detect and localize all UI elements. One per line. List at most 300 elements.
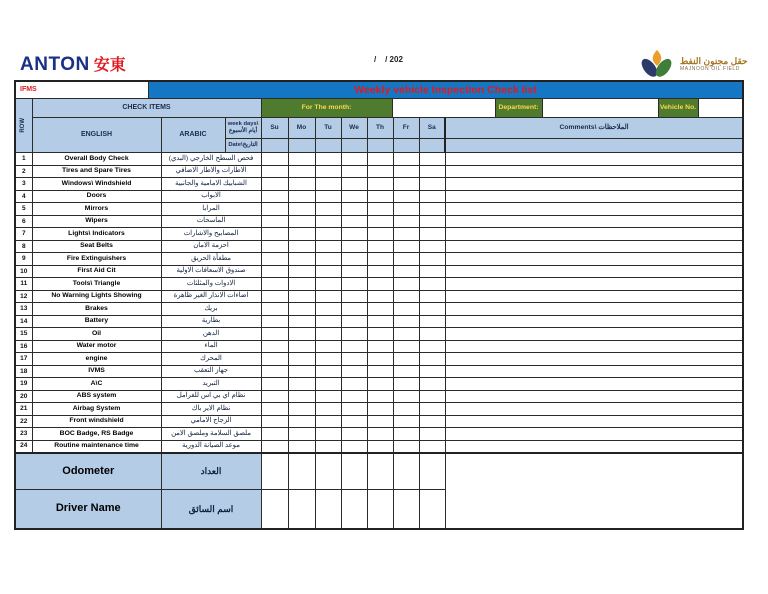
comment-cell xyxy=(445,190,743,203)
item-arabic: الادوات والمثلثات xyxy=(161,278,261,291)
day-check-cell xyxy=(288,178,315,191)
day-check-cell xyxy=(288,190,315,203)
comment-cell xyxy=(445,390,743,403)
day-check-cell xyxy=(341,178,367,191)
day-header-th: Th xyxy=(367,118,393,139)
day-check-cell xyxy=(393,253,419,266)
checklist-row xyxy=(15,403,743,416)
day-check-cell xyxy=(261,215,288,228)
day-header-sa: Sa xyxy=(419,118,445,139)
day-check-cell xyxy=(393,203,419,216)
majnoon-name-english: MAJNOON OIL FIELD xyxy=(680,66,741,73)
odometer-label-arabic: العداد xyxy=(161,453,261,490)
day-check-cell xyxy=(419,265,445,278)
day-check-cell xyxy=(393,340,419,353)
day-check-cell xyxy=(367,403,393,416)
day-check-cell xyxy=(315,190,341,203)
checklist-row xyxy=(15,340,743,353)
day-check-cell xyxy=(419,303,445,316)
day-check-cell xyxy=(341,215,367,228)
day-check-cell xyxy=(341,415,367,428)
row-number: 5 xyxy=(15,203,32,216)
item-english: First Aid Cit xyxy=(32,265,161,278)
checklist-row xyxy=(15,253,743,266)
day-check-cell xyxy=(367,178,393,191)
day-check-cell xyxy=(393,415,419,428)
day-check-cell xyxy=(341,365,367,378)
item-english: Battery xyxy=(32,315,161,328)
row-number: 24 xyxy=(15,440,32,453)
day-check-cell xyxy=(367,440,393,453)
day-check-cell xyxy=(315,278,341,291)
day-check-cell xyxy=(419,415,445,428)
comment-cell xyxy=(445,365,743,378)
day-check-cell xyxy=(419,390,445,403)
date-cell xyxy=(315,139,341,153)
checklist-row xyxy=(15,290,743,303)
date-cell xyxy=(393,139,419,153)
day-check-cell xyxy=(261,340,288,353)
item-english: Mirrors xyxy=(32,203,161,216)
day-check-cell xyxy=(419,353,445,366)
day-check-cell xyxy=(393,278,419,291)
day-check-cell xyxy=(367,415,393,428)
day-check-cell xyxy=(261,440,288,453)
day-check-cell xyxy=(261,353,288,366)
row-number: 16 xyxy=(15,340,32,353)
day-check-cell xyxy=(288,278,315,291)
day-check-cell xyxy=(367,228,393,241)
day-check-cell xyxy=(288,203,315,216)
comment-cell xyxy=(445,215,743,228)
day-check-cell xyxy=(393,303,419,316)
item-arabic: احزمة الامان xyxy=(161,240,261,253)
checklist-row xyxy=(15,365,743,378)
checklist-row xyxy=(15,240,743,253)
day-check-cell xyxy=(341,303,367,316)
item-arabic: بريك xyxy=(161,303,261,316)
day-check-cell xyxy=(419,278,445,291)
checklist-row xyxy=(15,190,743,203)
day-check-cell xyxy=(261,303,288,316)
item-arabic: الشبابيك الامامية والجانبية xyxy=(161,178,261,191)
item-arabic: الابواب xyxy=(161,190,261,203)
anton-logo xyxy=(20,52,126,76)
day-check-cell xyxy=(419,178,445,191)
checklist-row xyxy=(15,415,743,428)
ifms-label: IFMS xyxy=(16,82,149,98)
date-comments-cell xyxy=(445,139,743,153)
day-check-cell xyxy=(315,315,341,328)
day-check-cell xyxy=(341,278,367,291)
day-check-cell xyxy=(261,165,288,178)
item-arabic: بطارية xyxy=(161,315,261,328)
odometer-row xyxy=(15,453,743,490)
day-check-cell xyxy=(341,328,367,341)
majnoon-name-arabic: حقل مجنون النفط xyxy=(680,56,748,67)
date-header: Date\التاريخ xyxy=(225,139,261,153)
day-check-cell xyxy=(341,228,367,241)
day-check-cell xyxy=(393,190,419,203)
item-arabic: الماء xyxy=(161,340,261,353)
day-check-cell xyxy=(367,278,393,291)
row-number: 3 xyxy=(15,178,32,191)
header-row-columns xyxy=(15,118,743,139)
day-check-cell xyxy=(419,253,445,266)
day-check-cell xyxy=(419,190,445,203)
item-english: ABS system xyxy=(32,390,161,403)
checklist-row xyxy=(15,440,743,453)
comment-cell xyxy=(445,165,743,178)
item-arabic: التبريد xyxy=(161,378,261,391)
day-check-cell xyxy=(341,403,367,416)
day-check-cell xyxy=(419,365,445,378)
day-check-cell xyxy=(367,353,393,366)
day-check-cell xyxy=(288,353,315,366)
day-check-cell xyxy=(367,253,393,266)
day-check-cell xyxy=(261,265,288,278)
check-items-header: CHECK ITEMS xyxy=(32,99,261,118)
vehicle-no-label: Vehicle No. xyxy=(659,99,699,117)
item-english: A\C xyxy=(32,378,161,391)
day-check-cell xyxy=(341,340,367,353)
day-check-cell xyxy=(315,228,341,241)
day-check-cell xyxy=(341,153,367,166)
day-check-cell xyxy=(288,328,315,341)
day-header-we: We xyxy=(341,118,367,139)
day-check-cell xyxy=(393,228,419,241)
item-english: Routine maintenance time xyxy=(32,440,161,453)
row-number: 6 xyxy=(15,215,32,228)
checklist-row xyxy=(15,428,743,441)
item-english: BOC Badge, RS Badge xyxy=(32,428,161,441)
day-check-cell xyxy=(393,178,419,191)
row-number: 18 xyxy=(15,365,32,378)
day-check-cell xyxy=(261,228,288,241)
checklist-row xyxy=(15,178,743,191)
item-english: Wipers xyxy=(32,215,161,228)
comments-column-header: Comments\ الملاحظات xyxy=(445,118,743,139)
day-check-cell xyxy=(367,240,393,253)
item-english: Tools\ Triangle xyxy=(32,278,161,291)
day-check-cell xyxy=(261,178,288,191)
item-arabic: المحرك xyxy=(161,353,261,366)
day-check-cell xyxy=(419,328,445,341)
item-english: Tires and Spare Tires xyxy=(32,165,161,178)
item-arabic: اضاءات الانذار الغير ظاهرة xyxy=(161,290,261,303)
day-check-cell xyxy=(315,340,341,353)
department-input-field xyxy=(543,99,659,117)
day-check-cell xyxy=(419,228,445,241)
comment-cell xyxy=(445,203,743,216)
item-english: Water motor xyxy=(32,340,161,353)
day-check-cell xyxy=(315,328,341,341)
day-check-cell xyxy=(315,365,341,378)
row-number: 2 xyxy=(15,165,32,178)
driver-day-cell xyxy=(419,490,445,529)
odometer-day-cell xyxy=(393,453,419,490)
day-check-cell xyxy=(419,315,445,328)
date-cell xyxy=(261,139,288,153)
day-check-cell xyxy=(393,315,419,328)
day-check-cell xyxy=(341,165,367,178)
day-check-cell xyxy=(315,178,341,191)
day-check-cell xyxy=(367,190,393,203)
day-check-cell xyxy=(315,415,341,428)
row-number: 15 xyxy=(15,328,32,341)
day-check-cell xyxy=(288,303,315,316)
day-check-cell xyxy=(315,253,341,266)
item-arabic: مطفأة الحريق xyxy=(161,253,261,266)
row-number: 4 xyxy=(15,190,32,203)
day-check-cell xyxy=(393,353,419,366)
day-check-cell xyxy=(261,328,288,341)
day-check-cell xyxy=(367,203,393,216)
row-number: 20 xyxy=(15,390,32,403)
odometer-label: Odometer xyxy=(15,453,161,490)
day-check-cell xyxy=(419,378,445,391)
day-check-cell xyxy=(393,390,419,403)
day-check-cell xyxy=(261,403,288,416)
english-column-header: ENGLISH xyxy=(32,118,161,153)
day-check-cell xyxy=(419,340,445,353)
vehicle-no-input-field xyxy=(699,99,743,117)
row-number: 11 xyxy=(15,278,32,291)
item-arabic: الاطارات والاطار الاضافي xyxy=(161,165,261,178)
day-check-cell xyxy=(315,440,341,453)
day-check-cell xyxy=(367,303,393,316)
day-check-cell xyxy=(367,378,393,391)
item-english: Overall Body Check xyxy=(32,153,161,166)
sheet-title: Weekly vehicle Inspection Check list xyxy=(149,82,742,98)
day-check-cell xyxy=(341,190,367,203)
comment-cell xyxy=(445,265,743,278)
item-english: IVMS xyxy=(32,365,161,378)
day-check-cell xyxy=(315,165,341,178)
day-check-cell xyxy=(261,278,288,291)
for-the-month-label: For The month: xyxy=(262,99,393,117)
date-placeholder: / / 202 xyxy=(374,55,403,64)
comment-cell xyxy=(445,378,743,391)
day-check-cell xyxy=(288,415,315,428)
odometer-day-cell xyxy=(367,453,393,490)
day-check-cell xyxy=(341,240,367,253)
row-number: 12 xyxy=(15,290,32,303)
day-check-cell xyxy=(315,403,341,416)
day-check-cell xyxy=(341,353,367,366)
day-check-cell xyxy=(261,153,288,166)
day-check-cell xyxy=(288,440,315,453)
anton-logo-text: ANTON xyxy=(20,54,90,75)
day-check-cell xyxy=(261,290,288,303)
header-row-top xyxy=(15,99,743,118)
item-english: engine xyxy=(32,353,161,366)
comment-cell xyxy=(445,228,743,241)
driver-day-cell xyxy=(367,490,393,529)
day-check-cell xyxy=(261,240,288,253)
row-number: 1 xyxy=(15,153,32,166)
checklist-row xyxy=(15,390,743,403)
row-number: 13 xyxy=(15,303,32,316)
day-check-cell xyxy=(419,403,445,416)
day-check-cell xyxy=(315,378,341,391)
day-check-cell xyxy=(315,303,341,316)
comment-cell xyxy=(445,353,743,366)
day-check-cell xyxy=(288,153,315,166)
comment-cell xyxy=(445,440,743,453)
row-number: 10 xyxy=(15,265,32,278)
checklist-row xyxy=(15,215,743,228)
item-arabic: المرايا xyxy=(161,203,261,216)
day-check-cell xyxy=(367,328,393,341)
day-check-cell xyxy=(315,240,341,253)
anton-logo-chinese: 安東 xyxy=(93,57,126,74)
comment-cell xyxy=(445,328,743,341)
checklist-row xyxy=(15,353,743,366)
date-cell xyxy=(341,139,367,153)
day-check-cell xyxy=(261,203,288,216)
row-number: 7 xyxy=(15,228,32,241)
comment-cell xyxy=(445,303,743,316)
day-check-cell xyxy=(341,428,367,441)
driver-name-label: Driver Name xyxy=(15,490,161,529)
day-check-cell xyxy=(315,153,341,166)
driver-day-cell xyxy=(341,490,367,529)
day-check-cell xyxy=(261,253,288,266)
checklist-row xyxy=(15,265,743,278)
row-number: 17 xyxy=(15,353,32,366)
row-number: 9 xyxy=(15,253,32,266)
day-check-cell xyxy=(419,203,445,216)
item-arabic: الماسحات xyxy=(161,215,261,228)
day-check-cell xyxy=(393,403,419,416)
day-check-cell xyxy=(288,428,315,441)
checklist-row xyxy=(15,228,743,241)
comment-cell xyxy=(445,253,743,266)
driver-day-cell xyxy=(315,490,341,529)
day-check-cell xyxy=(261,390,288,403)
day-check-cell xyxy=(288,240,315,253)
day-check-cell xyxy=(315,203,341,216)
driver-name-label-arabic: اسم السائق xyxy=(161,490,261,529)
day-check-cell xyxy=(393,265,419,278)
item-english: Brakes xyxy=(32,303,161,316)
bottom-comments-cell xyxy=(445,453,743,529)
day-check-cell xyxy=(419,290,445,303)
day-header-mo: Mo xyxy=(288,118,315,139)
item-arabic: فحص السطح الخارجي (البدي) xyxy=(161,153,261,166)
item-arabic: ملصق السلامة وملصق الامن xyxy=(161,428,261,441)
day-check-cell xyxy=(288,390,315,403)
day-check-cell xyxy=(288,378,315,391)
day-check-cell xyxy=(315,290,341,303)
day-check-cell xyxy=(288,215,315,228)
row-number: 19 xyxy=(15,378,32,391)
day-check-cell xyxy=(288,365,315,378)
day-check-cell xyxy=(315,215,341,228)
checklist-row xyxy=(15,203,743,216)
day-check-cell xyxy=(393,328,419,341)
day-check-cell xyxy=(367,365,393,378)
odometer-day-cell xyxy=(341,453,367,490)
day-check-cell xyxy=(419,440,445,453)
checklist-row xyxy=(15,303,743,316)
odometer-day-cell xyxy=(288,453,315,490)
week-days-header: week days\ أيام الأسبوع xyxy=(225,118,261,139)
row-number: 22 xyxy=(15,415,32,428)
month-input-field xyxy=(393,99,496,117)
comment-cell xyxy=(445,290,743,303)
item-english: Seat Belts xyxy=(32,240,161,253)
row-number: 8 xyxy=(15,240,32,253)
comment-cell xyxy=(445,428,743,441)
comment-cell xyxy=(445,403,743,416)
day-check-cell xyxy=(288,290,315,303)
day-check-cell xyxy=(288,403,315,416)
driver-day-cell xyxy=(393,490,419,529)
day-check-cell xyxy=(341,290,367,303)
checklist-row xyxy=(15,278,743,291)
item-arabic: جهاز التعقب xyxy=(161,365,261,378)
comment-cell xyxy=(445,178,743,191)
item-english: Doors xyxy=(32,190,161,203)
driver-day-cell xyxy=(261,490,288,529)
date-cell xyxy=(367,139,393,153)
day-check-cell xyxy=(367,165,393,178)
comment-cell xyxy=(445,340,743,353)
day-check-cell xyxy=(367,153,393,166)
item-english: Lights\ Indicators xyxy=(32,228,161,241)
item-arabic: نظام اي بي اس للفرامل xyxy=(161,390,261,403)
day-check-cell xyxy=(341,390,367,403)
day-check-cell xyxy=(367,215,393,228)
item-arabic: الدهن xyxy=(161,328,261,341)
row-column-header: ROW xyxy=(15,99,32,153)
item-arabic: الزجاج الامامي xyxy=(161,415,261,428)
day-check-cell xyxy=(261,365,288,378)
item-arabic: نظام الاير باك xyxy=(161,403,261,416)
day-check-cell xyxy=(341,440,367,453)
row-number: 14 xyxy=(15,315,32,328)
day-check-cell xyxy=(288,253,315,266)
item-arabic: موعد الصيانة الدورية xyxy=(161,440,261,453)
comment-cell xyxy=(445,278,743,291)
day-check-cell xyxy=(393,290,419,303)
day-header-fr: Fr xyxy=(393,118,419,139)
day-check-cell xyxy=(288,228,315,241)
day-check-cell xyxy=(419,240,445,253)
driver-day-cell xyxy=(288,490,315,529)
day-check-cell xyxy=(261,428,288,441)
day-header-tu: Tu xyxy=(315,118,341,139)
item-english: No Warning Lights Showing xyxy=(32,290,161,303)
comment-cell xyxy=(445,153,743,166)
row-number: 23 xyxy=(15,428,32,441)
date-cell xyxy=(288,139,315,153)
item-english: Airbag System xyxy=(32,403,161,416)
day-check-cell xyxy=(393,240,419,253)
row-number: 21 xyxy=(15,403,32,416)
day-check-cell xyxy=(288,265,315,278)
day-check-cell xyxy=(288,340,315,353)
day-check-cell xyxy=(419,165,445,178)
item-english: Oil xyxy=(32,328,161,341)
day-check-cell xyxy=(315,265,341,278)
checklist-row xyxy=(15,165,743,178)
day-check-cell xyxy=(341,378,367,391)
day-check-cell xyxy=(419,215,445,228)
day-check-cell xyxy=(367,290,393,303)
